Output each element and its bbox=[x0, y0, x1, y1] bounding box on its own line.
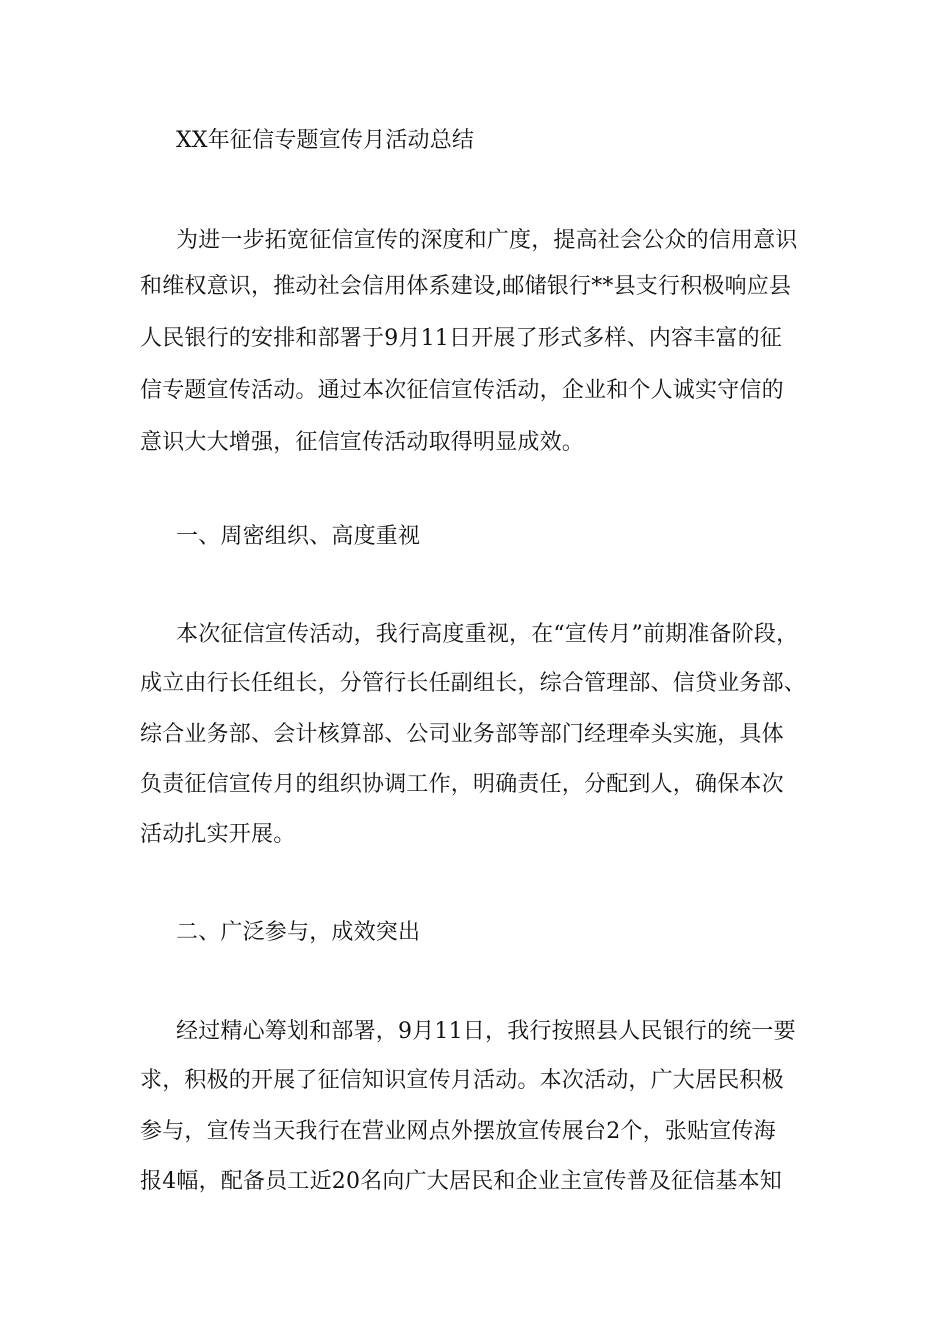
intro-line-1: 为进一步拓宽征信宣传的深度和广度，提高社会公众的信用意识 bbox=[176, 228, 798, 253]
section-1-line-4: 负责征信宣传月的组织协调工作，明确责任，分配到人，确保本次 bbox=[140, 772, 784, 797]
section-2-line-4: 报4幅，配备员工近20名向广大居民和企业主宣传普及征信基本知 bbox=[140, 1169, 782, 1194]
document-title: XX年征信专题宣传月活动总结 bbox=[176, 128, 475, 153]
section-1-line-2: 成立由行长任组长，分管行长任副组长，综合管理部、信贷业务部、 bbox=[140, 671, 807, 696]
section-1-line-5: 活动扎实开展。 bbox=[140, 822, 296, 847]
section-1-heading: 一、周密组织、高度重视 bbox=[176, 524, 421, 549]
section-2-line-2: 求，积极的开展了征信知识宣传月活动。本次活动，广大居民积极 bbox=[140, 1068, 784, 1093]
intro-line-2: 和维权意识，推动社会信用体系建设,邮储银行**县支行积极响应县 bbox=[140, 274, 792, 299]
section-2-line-1: 经过精心筹划和部署，9月11日，我行按照县人民银行的统一要 bbox=[176, 1019, 796, 1044]
intro-line-5: 意识大大增强，征信宣传活动取得明显成效。 bbox=[140, 430, 585, 455]
section-2-heading: 二、广泛参与，成效突出 bbox=[176, 920, 421, 945]
section-1-line-3: 综合业务部、会计核算部、公司业务部等部门经理牵头实施，具体 bbox=[140, 722, 784, 747]
intro-line-4: 信专题宣传活动。通过本次征信宣传活动，企业和个人诚实守信的 bbox=[140, 378, 784, 403]
section-1-line-1: 本次征信宣传活动，我行高度重视，在“宣传月”前期准备阶段， bbox=[176, 622, 799, 647]
section-2-line-3: 参与，宣传当天我行在营业网点外摆放宣传展台2个，张贴宣传海 bbox=[140, 1119, 776, 1144]
intro-line-3: 人民银行的安排和部署于9月11日开展了形式多样、内容丰富的征 bbox=[140, 326, 782, 351]
